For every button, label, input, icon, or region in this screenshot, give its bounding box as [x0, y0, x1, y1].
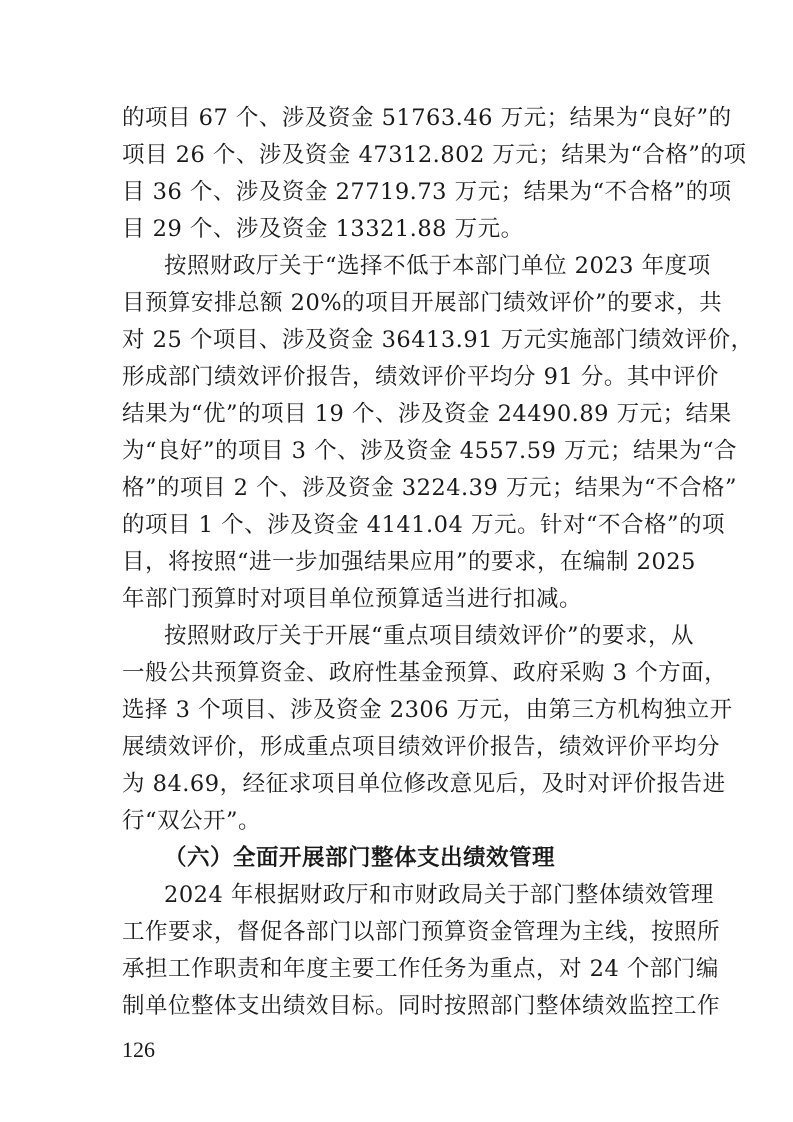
text-line: 结果为“优”的项目 19 个、涉及资金 24490.89 万元；结果 [122, 401, 732, 427]
text-line: 一般公共预算资金、政府性基金预算、政府采购 3 个方面， [122, 660, 728, 686]
text-line: 展绩效评价，形成重点项目绩效评价报告，绩效评价平均分 [122, 734, 721, 760]
text-line: 为 84.69，经征求项目单位修改意见后，及时对评价报告进 [122, 771, 726, 797]
text-line: 年部门预算时对项目单位预算适当进行扣减。 [122, 586, 583, 612]
text-line: 工作要求，督促各部门以部门预算资金管理为主线，按照所 [122, 919, 721, 945]
section-heading: （六）全面开展部门整体支出绩效管理 [164, 845, 556, 871]
text-line: 的项目 1 个、涉及资金 4141.04 万元。针对“不合格”的项 [122, 512, 725, 538]
text-line: 行“双公开”。 [122, 808, 262, 834]
text-line: 目预算安排总额 20%的项目开展部门绩效评价”的要求，共 [122, 290, 723, 316]
text-line: 项目 26 个、涉及资金 47312.802 万元；结果为“合格”的项 [122, 142, 747, 168]
text-line: 制单位整体支出绩效目标。同时按照部门整体绩效监控工作 [122, 993, 721, 1019]
paragraph-first-line: 按照财政厅关于开展“重点项目绩效评价”的要求，从 [164, 623, 695, 649]
text-line: 的项目 67 个、涉及资金 51763.46 万元；结果为“良好”的 [122, 105, 732, 131]
paragraph-first-line: 按照财政厅关于“选择不低于本部门单位 2023 年度项 [164, 253, 711, 279]
text-line: 对 25 个项目、涉及资金 36413.91 万元实施部门绩效评价， [122, 327, 754, 353]
text-line: 形成部门绩效评价报告，绩效评价平均分 91 分。其中评价 [122, 364, 719, 390]
text-line: 目 29 个、涉及资金 13321.88 万元。 [122, 216, 524, 242]
text-line: 选择 3 个项目、涉及资金 2306 万元，由第三方机构独立开 [122, 697, 733, 723]
page-number: 126 [122, 1037, 155, 1062]
paragraph-first-line: 2024 年根据财政厅和市财政局关于部门整体绩效管理 [164, 882, 714, 908]
text-line: 目，将按照“进一步加强结果应用”的要求，在编制 2025 [122, 549, 696, 575]
text-line: 为“良好”的项目 3 个、涉及资金 4557.59 万元；结果为“合 [122, 438, 737, 464]
text-line: 格”的项目 2 个、涉及资金 3224.39 万元；结果为“不合格” [122, 475, 737, 501]
text-line: 目 36 个、涉及资金 27719.73 万元；结果为“不合格”的项 [122, 179, 732, 205]
text-line: 承担工作职责和年度主要工作任务为重点，对 24 个部门编 [122, 956, 719, 982]
